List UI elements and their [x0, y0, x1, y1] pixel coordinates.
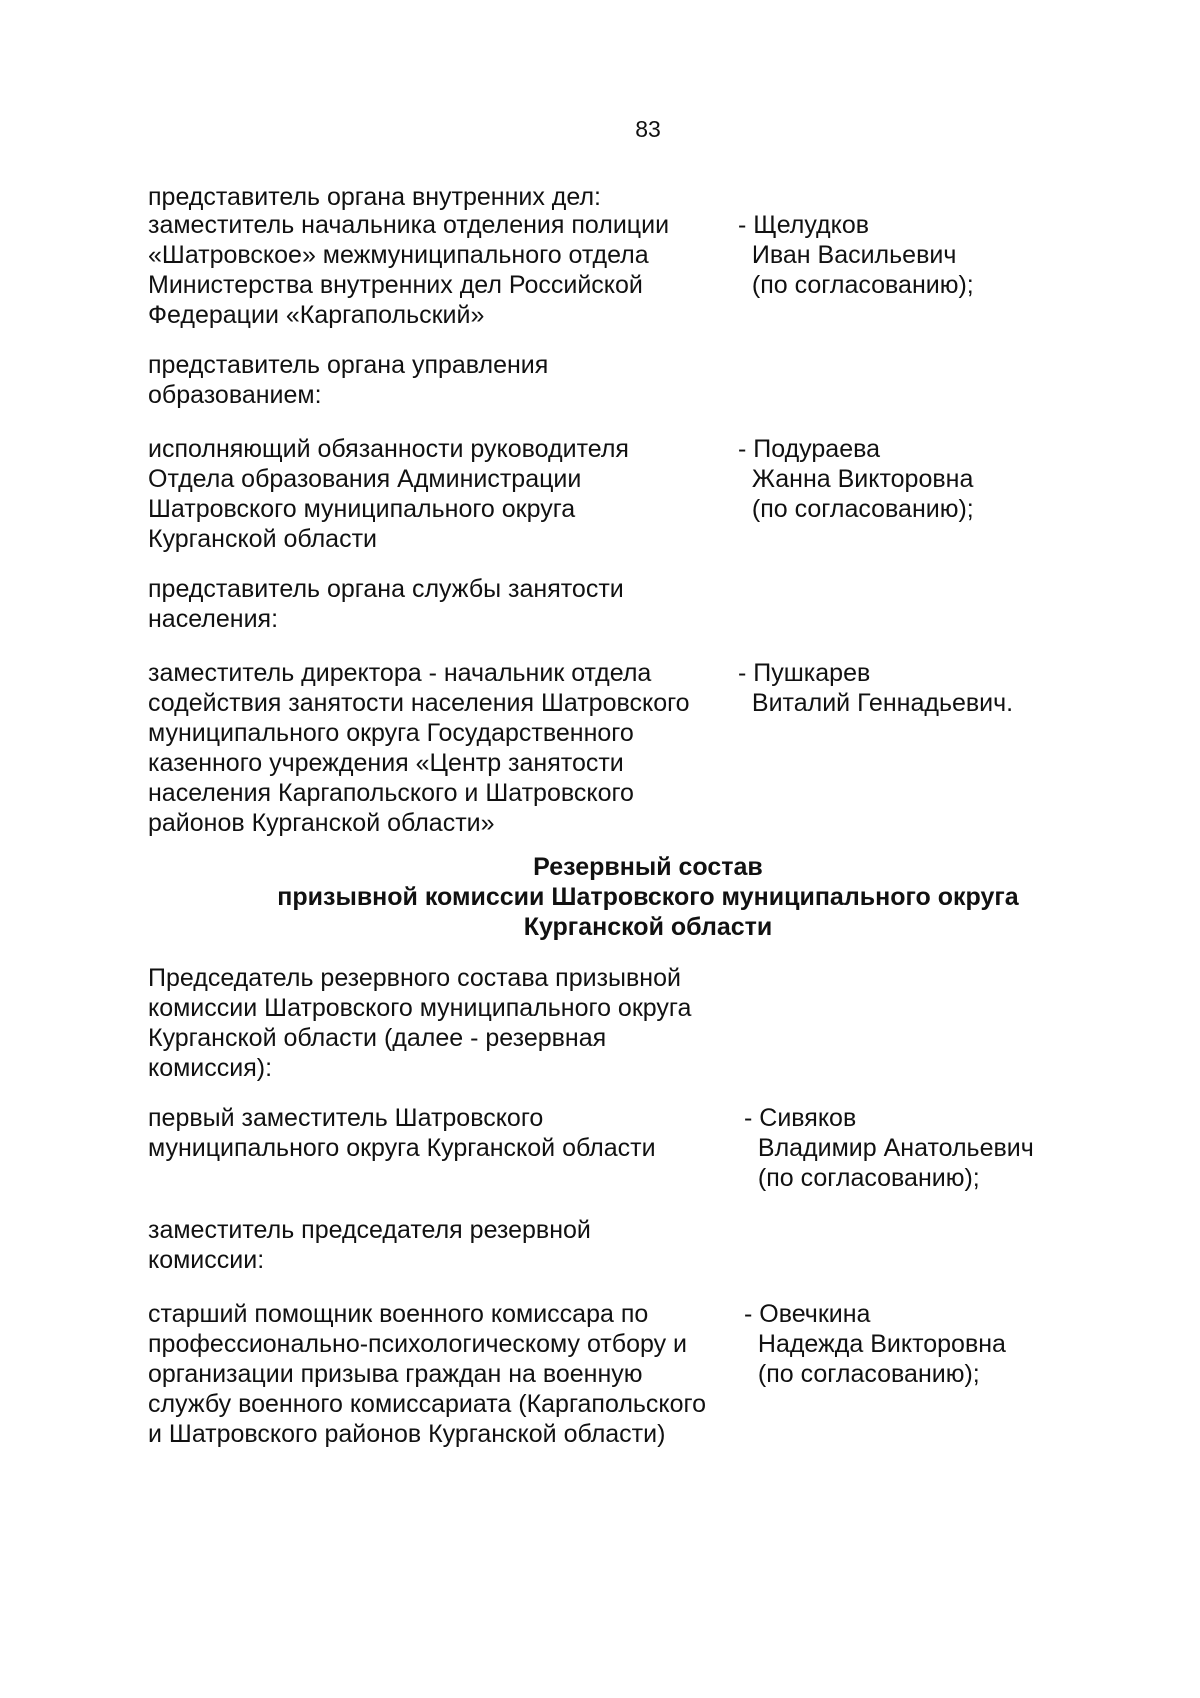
- reserve-deputy-label: заместитель председателя резервной комиссии:: [148, 1216, 591, 1274]
- reserve-chair-position-text: первый заместитель Шатровского муниципального округа Курганской области: [148, 1104, 656, 1162]
- education-position-text: исполняющий обязанности руководителя Отдела образования Администрации Шатровского муниципального округа Курганской области: [148, 435, 629, 553]
- reserve-chair-label: Председатель резервного состава призывной комиссии Шатровского муниципального округа Курганской области (далее - резервная комиссия):: [148, 964, 692, 1082]
- employment-person-name: - Пушкарев Виталий Геннадьевич.: [738, 659, 1014, 717]
- police-person-name: - Щелудков Иван Васильевич (по согласованию);: [738, 211, 974, 299]
- employment-representative-label: представитель органа службы занятости населения:: [148, 575, 624, 633]
- reserve-deputy-person-name: - Овечкина Надежда Викторовна (по согласованию);: [744, 1300, 1006, 1388]
- employment-position-text: заместитель директора - начальник отдела содействия занятости населения Шатровского муниципального округа Государственного казенного учреждения «Центр занятости населения Каргапольского и Шатровского районов Курганской области»: [148, 659, 690, 837]
- reserve-deputy-position-text: старший помощник военного комиссара по профессионально-психологическому отбору и организации призыва граждан на военную службу военного комиссариата (Каргапольского и Шатровского районов Курганской области): [148, 1300, 707, 1448]
- reserve-composition-heading: Резервный состав призывной комиссии Шатровского муниципального округа Курганской области: [277, 853, 1019, 941]
- reserve-chair-person-name: - Сивяков Владимир Анатольевич (по согласованию);: [744, 1104, 1034, 1192]
- education-representative-label: представитель органа управления образованием:: [148, 351, 549, 409]
- police-position-text: заместитель начальника отделения полиции «Шатровское» межмуниципального отдела Министерства внутренних дел Российской Федерации «Каргапольский»: [148, 211, 670, 329]
- page-number: 83: [635, 116, 661, 142]
- police-representative-label: представитель органа внутренних дел:: [148, 183, 602, 211]
- education-person-name: - Подураева Жанна Викторовна (по согласованию);: [738, 435, 974, 523]
